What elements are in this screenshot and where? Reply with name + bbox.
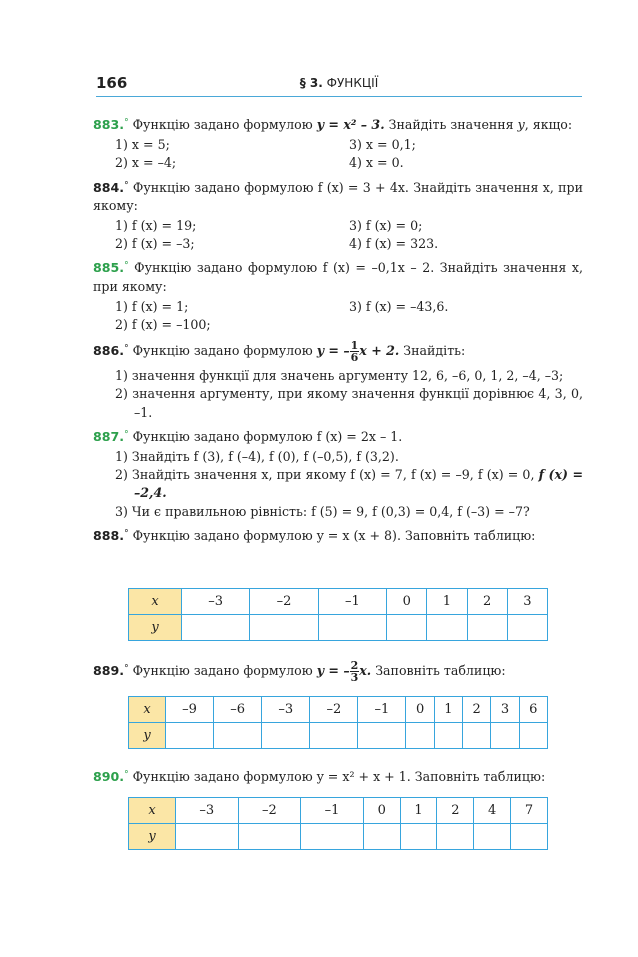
answer-options: [93, 235, 583, 253]
x-cell: –3: [182, 589, 250, 615]
option-item: 2) x = –4;: [115, 155, 177, 171]
x-cell: 2: [467, 589, 507, 615]
exercise-883: [93, 114, 583, 134]
formula: f (x) = –2,4.: [134, 467, 584, 501]
y-cell: [262, 723, 310, 749]
option-item: 3) f (x) = 0;: [349, 218, 423, 234]
y-cell: [301, 824, 364, 850]
fraction-numerator: 2: [350, 659, 359, 672]
x-cell: –9: [166, 697, 214, 723]
x-cell: 6: [519, 697, 547, 723]
row-label-y: y: [129, 723, 166, 749]
y-cell: [182, 615, 250, 641]
exercises: [93, 114, 583, 547]
value-table-889: [128, 696, 548, 749]
y-cell: [318, 615, 386, 641]
x-cell: –2: [250, 589, 318, 615]
formula: y = x² – 3.: [316, 117, 385, 132]
task-item: 1) Знайдіть f (3), f (–4), f (0), f (–0,5), f (3,2).: [115, 449, 399, 465]
exercise-889: [93, 660, 583, 683]
y-cell: [519, 723, 547, 749]
x-cell: 3: [507, 589, 547, 615]
answer-options: [93, 298, 583, 316]
variable: y: [517, 117, 525, 132]
option-item: 1) f (x) = 1;: [115, 298, 189, 314]
y-cell: [358, 723, 406, 749]
table-row-x: [129, 589, 548, 615]
y-cell: [250, 615, 318, 641]
y-cell: [363, 824, 400, 850]
x-cell: –3: [262, 697, 310, 723]
exercise-888: [93, 525, 583, 545]
difficulty-mark: °: [124, 344, 129, 355]
difficulty-mark: °: [124, 118, 129, 128]
page-number: 166: [96, 74, 128, 92]
difficulty-mark: °: [124, 429, 129, 440]
row-label-y: y: [129, 615, 182, 641]
answer-options: [93, 316, 583, 334]
table-row-x: [129, 798, 548, 824]
x-cell: –3: [176, 798, 239, 824]
exercise-text: , якщо:: [524, 117, 573, 132]
y-cell: [491, 723, 519, 749]
difficulty-mark: °: [124, 180, 129, 191]
table-row-x: [129, 697, 548, 723]
x-cell: 4: [474, 798, 511, 824]
section-title: [96, 76, 582, 90]
x-cell: –6: [214, 697, 262, 723]
exercise-number: 886.: [93, 343, 125, 359]
exercise-number: 887.: [93, 428, 125, 444]
x-cell: 0: [406, 697, 434, 723]
task-item: 2) значення аргументу, при якому значення функції дорівнює 4, 3, 0, –1.: [115, 386, 583, 420]
fraction-numerator: 1: [350, 339, 359, 353]
exercise-text: Функцію задано формулою y = x² + x + 1. Заповніть таблицю:: [132, 769, 546, 784]
exercise-887: [93, 426, 583, 446]
x-cell: 2: [437, 798, 474, 824]
section-mark: § 3.: [299, 76, 323, 90]
exercise-886: [93, 340, 583, 363]
task-item-text: 2) Знайдіть значення x, при якому f (x) = 7, f (x) = –9, f (x) = 0,: [115, 467, 539, 483]
x-cell: 3: [491, 697, 519, 723]
answer-options: [93, 136, 583, 154]
task-item: 3) Чи є правильною рівність: f (5) = 9, f (0,3) = 0,4, f (–3) = –7?: [115, 503, 530, 519]
y-cell: [511, 824, 548, 850]
fraction-denominator: 6: [350, 351, 359, 365]
header-rule: [96, 96, 582, 97]
option-item: 3) x = 0,1;: [349, 137, 416, 153]
x-cell: 1: [427, 589, 467, 615]
exercise-text: Функцію задано формулою y = x (x + 8). Заповніть таблицю:: [132, 527, 536, 543]
exercise-number: 883.: [93, 117, 125, 132]
table-row-y: [129, 615, 548, 641]
fraction: [350, 660, 360, 683]
option-item: 2) f (x) = –3;: [115, 236, 195, 252]
option-item: 2) f (x) = –100;: [115, 317, 211, 333]
task-item: 1) значення функції для значень аргументу 12, 6, –6, 0, 1, 2, –4, –3;: [115, 368, 564, 384]
answer-options: [93, 217, 583, 235]
y-cell: [427, 615, 467, 641]
option-item: 4) f (x) = 323.: [349, 236, 439, 252]
exercise-text: Функцію задано формулою: [132, 117, 317, 132]
x-cell: –1: [358, 697, 406, 723]
x-cell: 0: [387, 589, 427, 615]
exercise-number: 889.: [93, 663, 125, 678]
page-header: [96, 74, 582, 98]
row-label-x: x: [129, 697, 166, 723]
table-row-y: [129, 824, 548, 850]
difficulty-mark: °: [124, 261, 129, 272]
exercise-text: Знайдіть:: [399, 343, 466, 359]
exercise-text: Функцію задано формулою: [132, 343, 317, 359]
x-cell: –1: [318, 589, 386, 615]
option-item: 3) f (x) = –43,6.: [349, 298, 449, 314]
exercise-885: [93, 257, 583, 295]
exercise-number: 890.: [93, 769, 125, 784]
option-item: 1) f (x) = 19;: [115, 218, 197, 234]
task-item: [93, 466, 583, 502]
table-row-y: [129, 723, 548, 749]
x-cell: 7: [511, 798, 548, 824]
fraction: [350, 340, 360, 363]
x-cell: –2: [310, 697, 358, 723]
exercise-number: 885.: [93, 260, 125, 276]
exercise-number: 884.: [93, 179, 125, 195]
difficulty-mark: °: [124, 770, 129, 780]
y-cell: [176, 824, 239, 850]
x-cell: 1: [400, 798, 437, 824]
y-cell: [214, 723, 262, 749]
y-cell: [166, 723, 214, 749]
value-table-890: [128, 797, 548, 850]
x-cell: –2: [238, 798, 301, 824]
exercise-text: Знайдіть значення: [384, 117, 518, 132]
y-cell: [400, 824, 437, 850]
exercise-text: Функцію задано формулою f (x) = 3 + 4x. Знайдіть значення x, при якому:: [93, 179, 583, 213]
x-cell: –1: [301, 798, 364, 824]
exercise-884: [93, 177, 583, 215]
x-cell: 2: [463, 697, 491, 723]
fraction-denominator: 3: [350, 671, 359, 684]
y-cell: [507, 615, 547, 641]
section-title-text: ФУНКЦІЇ: [326, 76, 379, 90]
y-cell: [474, 824, 511, 850]
row-label-x: x: [129, 798, 176, 824]
y-cell: [238, 824, 301, 850]
x-cell: 0: [363, 798, 400, 824]
y-cell: [387, 615, 427, 641]
y-cell: [463, 723, 491, 749]
value-table-888: [128, 588, 548, 641]
exercise-number: 888.: [93, 527, 125, 543]
exercise-text: Заповніть таблицю:: [371, 663, 506, 678]
difficulty-mark: °: [124, 664, 129, 674]
exercise-text: Функцію задано формулою f (x) = 2x – 1.: [132, 428, 403, 444]
row-label-y: y: [129, 824, 176, 850]
answer-options: [93, 154, 583, 172]
option-item: 1) x = 5;: [115, 137, 170, 153]
row-label-x: x: [129, 589, 182, 615]
formula: y = –: [316, 343, 350, 359]
exercise-890: [93, 766, 583, 786]
x-cell: 1: [434, 697, 462, 723]
option-item: 4) x = 0.: [349, 155, 404, 171]
y-cell: [467, 615, 507, 641]
y-cell: [406, 723, 434, 749]
difficulty-mark: °: [124, 528, 129, 539]
y-cell: [310, 723, 358, 749]
formula: x.: [359, 663, 372, 678]
exercise-text: Функцію задано формулою: [132, 663, 317, 678]
formula: y = –: [316, 663, 350, 678]
y-cell: [434, 723, 462, 749]
y-cell: [437, 824, 474, 850]
exercise-text: Функцію задано формулою f (x) = –0,1x – 2. Знайдіть значення x, при якому:: [93, 260, 583, 294]
formula: x + 2.: [359, 343, 400, 359]
